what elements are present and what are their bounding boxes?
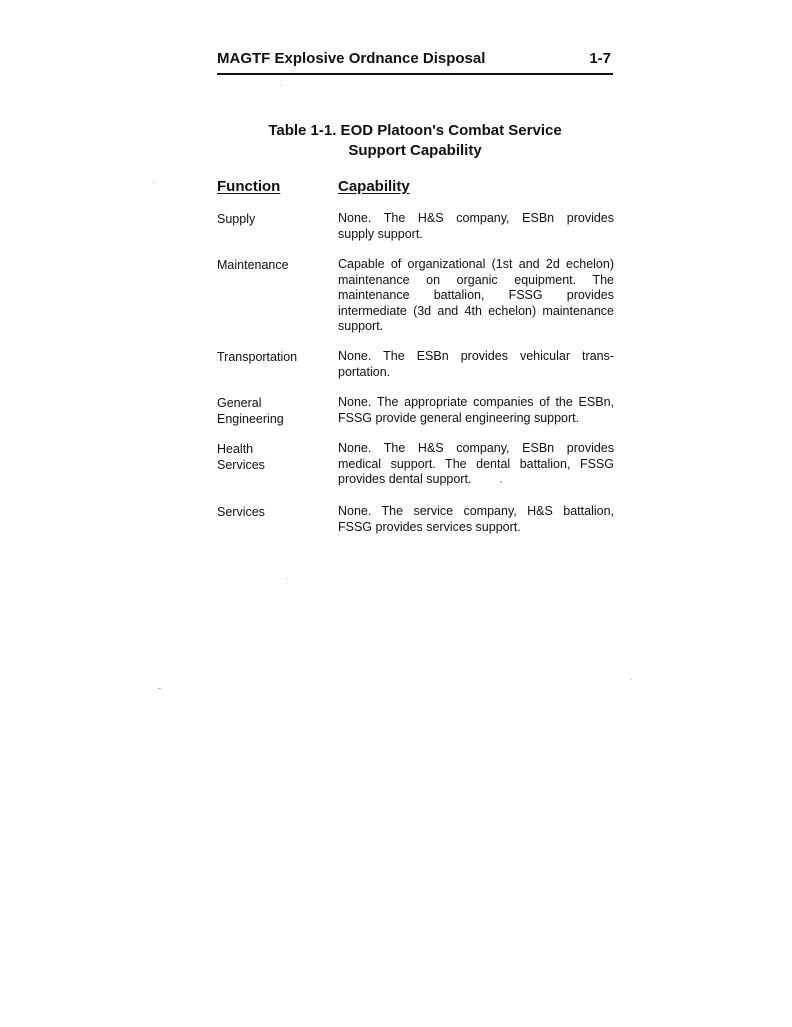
- capability-line: Capable of organizational (1st and 2d echelon): [338, 257, 614, 271]
- page-number: 1-7: [589, 50, 611, 67]
- scan-speck: [631, 679, 632, 680]
- capability-line: supply support.: [338, 226, 423, 241]
- column-header-capability: Capability: [338, 178, 410, 195]
- capability-line: maintenance battalion, FSSG provides: [338, 288, 614, 303]
- function-cell: [217, 349, 327, 365]
- table-title-line: Support Capability: [348, 142, 482, 159]
- function-label: Health: [217, 442, 254, 456]
- capability-cell: [338, 211, 614, 242]
- capability-line: portation.: [338, 364, 391, 379]
- capability-cell: [338, 441, 614, 488]
- capability-line: FSSG provide general engineering support.: [338, 410, 580, 425]
- table-title-line: Table 1-1. EOD Platoon's Combat Service: [268, 122, 562, 139]
- capability-line: maintenance on organic equipment. The: [338, 272, 614, 287]
- capability-line: support.: [338, 319, 384, 334]
- column-header-function: Function: [217, 178, 281, 195]
- capability-line: None. The appropriate companies of the ESBn,: [338, 395, 614, 409]
- capability-cell: [338, 504, 614, 535]
- function-label: Transportation: [217, 350, 298, 364]
- function-label: Services: [217, 505, 265, 519]
- function-cell: [217, 441, 327, 473]
- capability-line: medical support. The dental battalion, FSSG: [338, 456, 614, 471]
- scan-speck: [281, 85, 282, 86]
- capability-line: None. The H&S company, ESBn provides: [338, 441, 614, 455]
- function-cell: [217, 211, 327, 227]
- capability-line: FSSG provides services support.: [338, 519, 521, 534]
- scan-speck: [153, 182, 154, 183]
- capability-cell: [338, 395, 614, 426]
- function-label: Supply: [217, 212, 256, 226]
- scan-speck: [500, 481, 502, 483]
- page-header: [217, 49, 613, 75]
- capability-line: None. The ESBn provides vehicular trans-: [338, 349, 614, 363]
- capability-line: None. The H&S company, ESBn provides: [338, 211, 614, 225]
- capability-line: intermediate (3d and 4th echelon) maintenance: [338, 303, 614, 318]
- function-label: Maintenance: [217, 258, 289, 272]
- function-cell: [217, 395, 327, 427]
- capability-cell: [338, 349, 614, 380]
- capability-line: provides dental support.: [338, 472, 472, 487]
- function-label: General: [217, 396, 262, 410]
- scan-speck: [158, 688, 161, 689]
- function-cell: [217, 257, 327, 273]
- capability-cell: [338, 257, 614, 335]
- scan-speck: [286, 578, 287, 579]
- capability-line: None. The service company, H&S battalion,: [338, 504, 614, 518]
- table-title: [217, 121, 613, 161]
- function-label: Services: [217, 458, 265, 472]
- function-label: Engineering: [217, 412, 284, 426]
- function-cell: [217, 504, 327, 520]
- header-title: MAGTF Explosive Ordnance Disposal: [217, 50, 486, 67]
